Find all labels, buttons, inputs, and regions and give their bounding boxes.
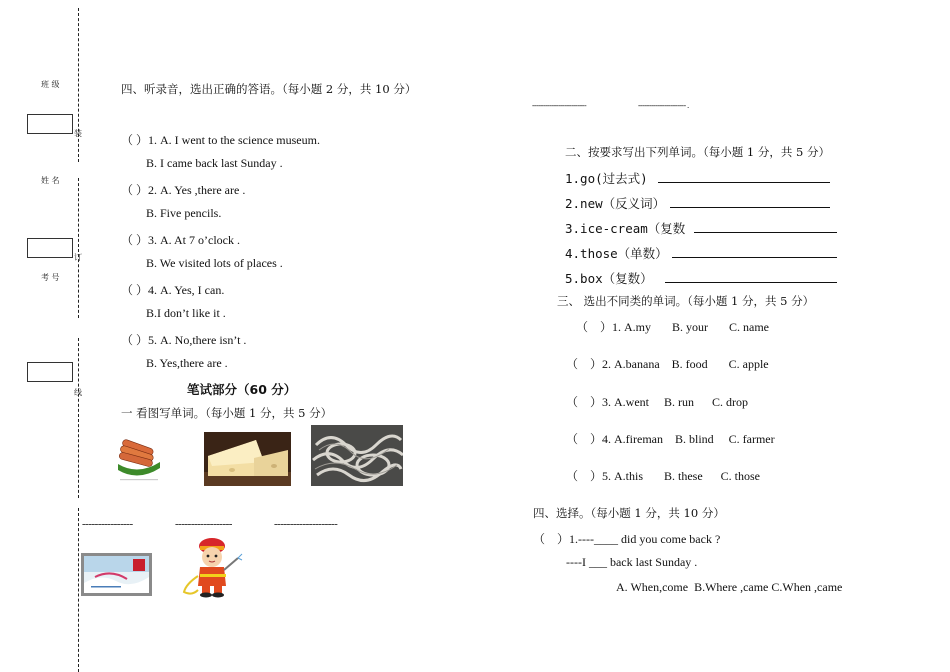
number-input-box[interactable]	[27, 362, 73, 382]
odd-one-out-q3: （ ）3. A.went B. run C. drop	[566, 395, 748, 409]
seal-char-2: 订	[74, 253, 82, 262]
listening-q5: （ ）5. A. No,there isn’t .	[121, 333, 247, 347]
word-form-2-answer-line[interactable]	[670, 207, 830, 208]
binding-line-low	[78, 338, 79, 498]
cheese-image	[204, 432, 291, 486]
word-form-4: 4.those（单数）	[565, 246, 668, 261]
picture-blank-1[interactable]: ----------------	[82, 518, 133, 530]
listening-q2-option-b: B. Five pencils.	[146, 206, 222, 220]
word-forms-section-title: 二、按要求写出下列单词。（每小题 1 分，共 5 分）	[565, 145, 831, 159]
picture-blank-3[interactable]: --------------------	[274, 518, 338, 530]
fireman-cartoon-image	[178, 536, 244, 598]
word-form-5: 5.box（复数）	[565, 271, 653, 286]
seal-char-3: 线	[74, 388, 82, 397]
word-form-2: 2.new（反义词）	[565, 196, 666, 211]
name-label: 姓 名	[41, 176, 60, 185]
choice-q1-line2: ----I ___ back last Sunday .	[566, 555, 698, 569]
word-form-4-answer-line[interactable]	[672, 257, 837, 258]
listening-q3: （ ）3. A. At 7 o’clock .	[121, 233, 240, 247]
postcard-image	[81, 553, 152, 596]
word-form-1: 1.go(过去式)	[565, 171, 648, 186]
choice-q1-options: A. When,come B.Where ,came C.When ,came	[616, 580, 843, 594]
listening-q3-option-b: B. We visited lots of places .	[146, 256, 283, 270]
odd-one-out-q2: （ ）2. A.banana B. food C. apple	[566, 357, 769, 371]
listening-q1: （ ）1. A. I went to the science museum.	[121, 133, 320, 147]
class-label: 班 级	[41, 80, 60, 89]
listening-section-title: 四、听录音，选出正确的答语。（每小题 2 分，共 10 分）	[121, 82, 417, 96]
word-form-5-answer-line[interactable]	[665, 282, 837, 283]
odd-one-out-q4: （ ）4. A.fireman B. blind C. farmer	[566, 432, 775, 446]
odd-one-out-q5: （ ）5. A.this B. these C. those	[566, 469, 760, 483]
picture-blank-2[interactable]: ------------------	[175, 518, 232, 530]
listening-q4: （ ）4. A. Yes, I can.	[121, 283, 225, 297]
odd-one-out-q1: （ ）1. A.my B. your C. name	[576, 320, 769, 334]
listening-q4-option-b: B.I don’t like it .	[146, 306, 226, 320]
top-right-blank-2[interactable]: ---------------------- .	[638, 101, 689, 110]
noodles-image	[311, 425, 403, 486]
word-form-1-answer-line[interactable]	[658, 182, 830, 183]
number-label: 考 号	[41, 273, 60, 282]
choice-section-title: 四、选择。（每小题 1 分，共 10 分）	[533, 506, 725, 520]
choice-q1: （ ）1.----____ did you come back ?	[533, 532, 721, 546]
sausages-image	[110, 432, 168, 484]
name-input-box[interactable]	[27, 238, 73, 258]
odd-one-out-section-title: 三、 选出不同类的单词。（每小题 1 分，共 5 分）	[557, 294, 815, 308]
listening-q2: （ ）2. A. Yes ,there are .	[121, 183, 246, 197]
word-form-3-answer-line[interactable]	[694, 232, 837, 233]
listening-q1-option-b: B. I came back last Sunday .	[146, 156, 283, 170]
picture-words-title: 一 看图写单词。（每小题 1 分，共 5 分）	[121, 406, 333, 420]
word-form-3: 3.ice-cream（复数	[565, 221, 686, 236]
written-part-title: 笔试部分（60 分）	[187, 382, 297, 397]
binding-line-mid	[78, 178, 79, 318]
class-input-box[interactable]	[27, 114, 73, 134]
listening-q5-option-b: B. Yes,there are .	[146, 356, 228, 370]
binding-line-bottom	[78, 508, 79, 672]
top-right-blank-1[interactable]: -------------------------	[532, 101, 587, 110]
seal-char-1: 装	[74, 129, 82, 138]
